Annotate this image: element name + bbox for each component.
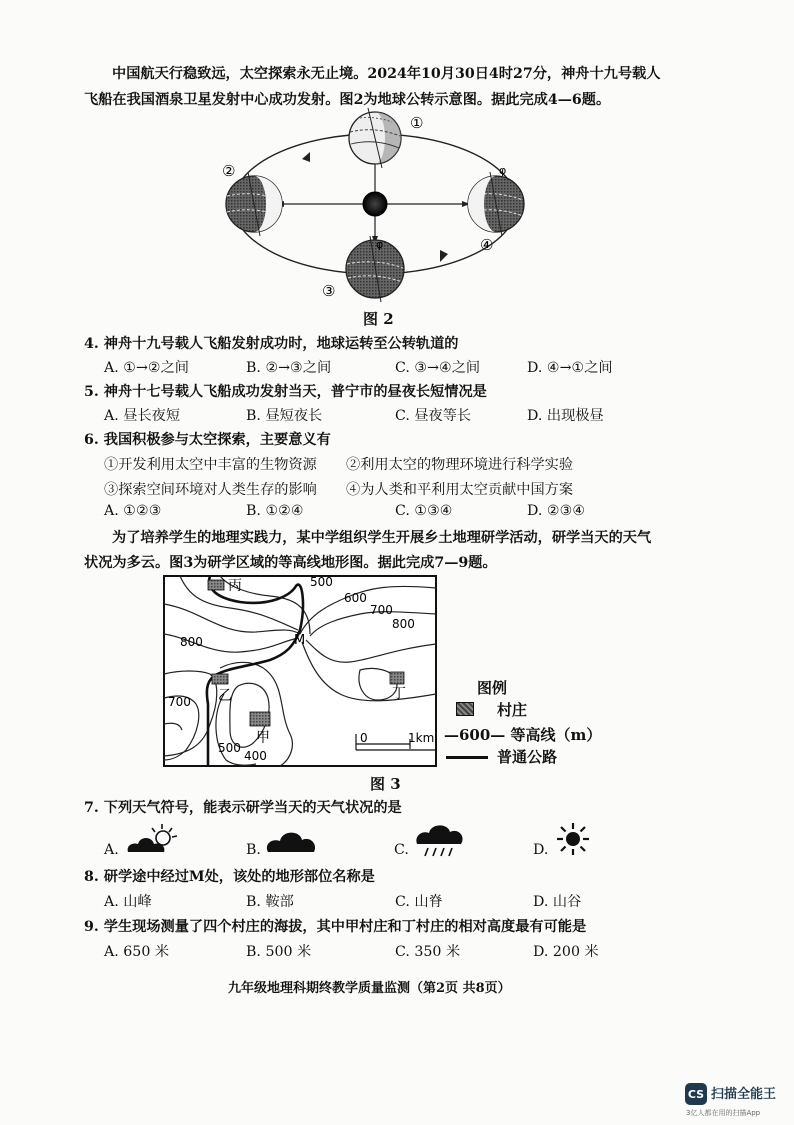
legend-title: 图例 xyxy=(477,679,508,697)
q9-option-a[interactable]: A. 650 米 xyxy=(104,944,170,960)
q9-option-c[interactable]: C. 350 米 xyxy=(395,944,461,960)
contour-label-700-right: 700 xyxy=(370,603,393,617)
q6-option-c[interactable]: C. ①③④ xyxy=(395,503,453,519)
question-7-stem: 7. 下列天气符号，能表示研学当天的天气状况的是 xyxy=(84,800,402,816)
sun xyxy=(363,192,387,216)
label-4: ④ xyxy=(480,236,494,254)
q7-option-c[interactable]: C. xyxy=(394,842,409,858)
contour-label-800-left: 800 xyxy=(180,635,203,649)
q7-option-a[interactable]: A. xyxy=(104,842,119,858)
village-yi xyxy=(212,674,228,684)
cloudy-icon[interactable] xyxy=(264,826,318,854)
label-ding: 丁 xyxy=(392,686,406,702)
figure-2-earth-revolution-diagram xyxy=(210,104,530,314)
q4-option-c[interactable]: C. ③→④之间 xyxy=(395,360,481,376)
q5-option-c[interactable]: C. 昼夜等长 xyxy=(395,408,472,424)
contour-label-700-left: 700 xyxy=(168,695,191,709)
question-8-stem: 8. 研学途中经过M处，该处的地形部位名称是 xyxy=(84,869,375,885)
question-5-stem: 5. 神舟十七号载人飞船成功发射当天，普宁市的昼夜长短情况是 xyxy=(84,384,487,400)
q5-option-a[interactable]: A. 昼长夜短 xyxy=(104,408,181,424)
q7-option-d[interactable]: D. xyxy=(533,842,549,858)
contour-label-600: 600 xyxy=(344,591,367,605)
q4-option-d[interactable]: D. ④→①之间 xyxy=(527,360,613,376)
q6-item-3: ③探索空间环境对人类生存的影响 xyxy=(104,482,317,498)
scale-zero: 0 xyxy=(360,731,368,745)
contour-label-500-top: 500 xyxy=(310,575,333,589)
earth-position-1 xyxy=(349,108,401,168)
q8-option-d[interactable]: D. 山谷 xyxy=(533,894,582,910)
figure-3-contour-map xyxy=(160,574,440,770)
q6-option-d[interactable]: D. ②③④ xyxy=(527,503,586,519)
label-2: ② xyxy=(222,162,236,180)
q4-option-a[interactable]: A. ①→②之间 xyxy=(104,360,189,376)
watermark-slogan: 3亿人都在用的扫描App xyxy=(686,1109,761,1117)
earth-position-4 xyxy=(468,172,524,236)
q6-item-2: ②利用太空的物理环境进行科学实验 xyxy=(346,457,574,473)
intro-paragraph-2-line-1: 为了培养学生的地理实践力，某中学组织学生开展乡土地理研学活动，研学当天的天气 xyxy=(112,530,652,546)
axis-mark-right: φ xyxy=(499,164,507,177)
earth-position-3 xyxy=(346,236,404,302)
sunny-icon[interactable] xyxy=(556,822,590,856)
q6-option-a[interactable]: A. ①②③ xyxy=(104,503,162,519)
axis-mark-bottom: φ xyxy=(376,238,384,251)
q5-option-b[interactable]: B. 昼短夜长 xyxy=(246,408,323,424)
watermark-app-name: 扫描全能王 xyxy=(711,1087,777,1102)
map-frame xyxy=(164,576,436,766)
figure-3-caption: 图 3 xyxy=(370,775,401,793)
scale-unit: 1km xyxy=(408,731,435,745)
label-m: M xyxy=(294,633,306,648)
legend-contour-label: —600— 等高线（m） xyxy=(444,726,602,744)
village-ding xyxy=(390,672,404,684)
q8-option-b[interactable]: B. 鞍部 xyxy=(246,894,294,910)
question-6-stem: 6. 我国积极参与太空探索，主要意义有 xyxy=(84,432,331,448)
question-9-stem: 9. 学生现场测量了四个村庄的海拔，其中甲村庄和丁村庄的相对高度最有可能是 xyxy=(84,919,587,935)
q5-option-d[interactable]: D. 出现极昼 xyxy=(527,408,604,424)
figure-2-caption: 图 2 xyxy=(363,310,394,328)
cs-logo-icon: CS xyxy=(685,1083,707,1105)
label-yi: 乙 xyxy=(218,688,232,704)
q9-option-b[interactable]: B. 500 米 xyxy=(246,944,312,960)
intro-paragraph-2-line-2: 状况为多云。图3为研学区域的等高线地形图。据此完成7—9题。 xyxy=(84,555,497,571)
contour-label-800-right: 800 xyxy=(392,617,415,631)
legend-road-swatch xyxy=(446,756,488,759)
q6-item-1: ①开发利用太空中丰富的生物资源 xyxy=(104,457,317,473)
intro-paragraph-1-line-2: 飞船在我国酒泉卫星发射中心成功发射。图2为地球公转示意图。据此完成4—6题。 xyxy=(84,92,611,108)
label-bing: 丙 xyxy=(228,578,242,594)
q6-option-b[interactable]: B. ①②④ xyxy=(246,503,304,519)
q7-option-b[interactable]: B. xyxy=(246,842,261,858)
legend-village-label: 村庄 xyxy=(497,701,528,719)
rain-icon[interactable] xyxy=(414,822,464,858)
label-3: ③ xyxy=(322,282,336,300)
label-1: ① xyxy=(410,114,424,132)
earth-position-2 xyxy=(226,172,282,236)
village-jia xyxy=(250,712,270,726)
q8-option-c[interactable]: C. 山脊 xyxy=(395,894,443,910)
contour-label-400: 400 xyxy=(244,749,267,763)
question-4-stem: 4. 神舟十九号载人飞船发射成功时，地球运转至公转轨道的 xyxy=(84,336,459,352)
contour-label-500-bottom: 500 xyxy=(218,741,241,755)
intro-paragraph-1-line-1: 中国航天行稳致远，太空探索永无止境。2024年10月30日4时27分，神舟十九号载人 xyxy=(112,66,661,82)
partly-cloudy-icon[interactable] xyxy=(124,822,180,856)
label-jia: 甲 xyxy=(256,730,270,746)
q8-option-a[interactable]: A. 山峰 xyxy=(104,894,152,910)
page-footer: 九年级地理科期终教学质量监测（第2页 共8页） xyxy=(228,981,511,996)
village-bing xyxy=(208,580,224,590)
q4-option-b[interactable]: B. ②→③之间 xyxy=(246,360,332,376)
legend-road-label: 普通公路 xyxy=(497,748,558,766)
q9-option-d[interactable]: D. 200 米 xyxy=(533,944,599,960)
legend-village-swatch xyxy=(456,702,474,716)
q6-item-4: ④为人类和平利用太空贡献中国方案 xyxy=(346,482,574,498)
